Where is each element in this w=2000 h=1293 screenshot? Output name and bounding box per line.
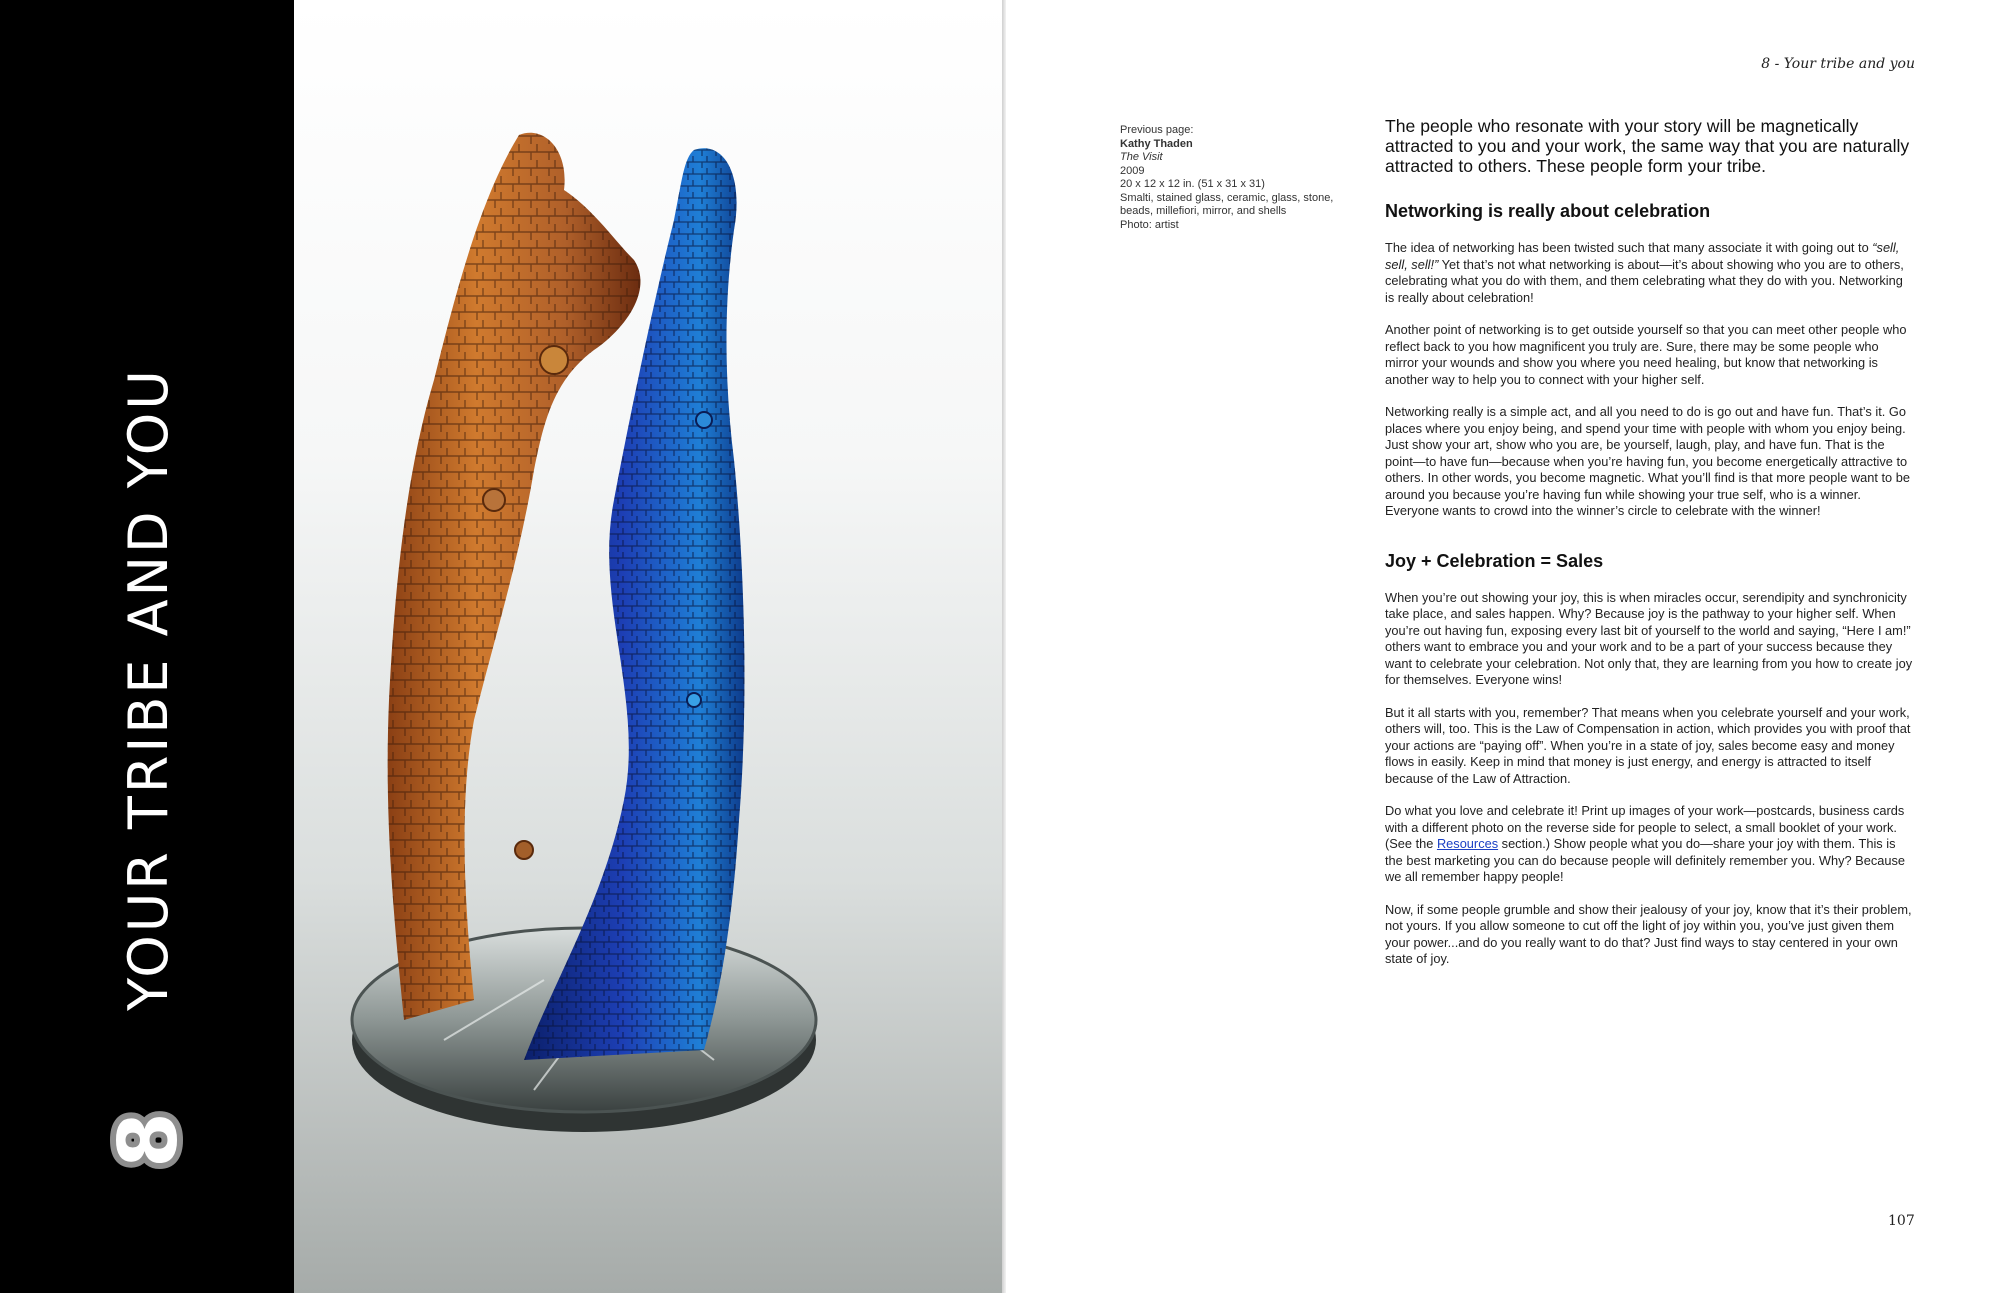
chapter-band	[0, 0, 294, 1293]
caption-credit: Photo: artist	[1120, 218, 1179, 231]
body-paragraph: When you’re out showing your joy, this is when miracles occur, serendipity and synchronicity take place, and sales happen. Why? Because joy is the pathway to your higher self. When you’re out having fun, exposing every last bit of yourself to the world and saying, “Here I am!” others want to embrace you and your work and to be a part of your success because they want to celebrate your celebration. Not only that, they are learning from you how to create joy for themselves. Everyone wins!	[1385, 589, 1913, 687]
photo-caption	[1120, 124, 1370, 232]
caption-materials: Smalti, stained glass, ceramic, glass, stone,	[1120, 191, 1334, 204]
section-heading-joy-sales: Joy + Celebration = Sales	[1385, 550, 1604, 571]
body-paragraph: Another point of networking is to get outside yourself so that you can meet other people who reflect back to you how magnificent you truly are. Sure, there may be some people who mirror your wounds and show you where you need healing, but know that networking is another way to help you to connect with your higher self.	[1385, 322, 1907, 387]
page-number: 107	[1888, 1213, 1915, 1229]
body-paragraph: Networking really is a simple act, and all you need to do is go out and have fun. That’s it. Go places where you enjoy being, and spend your time with people with whom you enjoy being. Just show your art, show who you are, be yourself, laugh, play, and have fun. That is the point—to have fun—because when you’re having fun, you become energetically attractive to others. In other words, you become magnetic. What you’ll find is that more people want to be around you because you’re having fun while showing your true self, who is a winner. Everyone wants to crowd into the winner’s circle to celebrate with the winner!	[1385, 404, 1910, 518]
caption-dimensions: 20 x 12 x 12 in. (51 x 31 x 31)	[1120, 178, 1265, 190]
emphasis-text: “sell, sell, sell!”	[1385, 240, 1900, 272]
intro-paragraph: The people who resonate with your story will be magnetically attracted to you and your work, the same way that you are naturally attracted to others. These people form your tribe.	[1385, 116, 1910, 176]
caption-title: The Visit	[1120, 151, 1163, 163]
caption-lead: Previous page:	[1120, 124, 1194, 136]
running-header: 8 - Your tribe and you	[1761, 56, 1915, 72]
body-paragraph: The idea of networking has been twisted such that many associate it with going out to “sell, sell, sell!” Yet that’s not what networking is about—it’s about showing who you are to others, celebrating what you do with them, and them celebrating what they do with you. Networking is really about celebration!	[1385, 240, 1904, 305]
caption-year: 2009	[1120, 164, 1145, 177]
chapter-title: YOUR TRIBE AND YOU	[117, 367, 180, 1011]
main-text-column	[1385, 116, 1915, 984]
resources-link[interactable]: Resources	[1436, 836, 1499, 851]
body-paragraph: But it all starts with you, remember? That means when you celebrate yourself and your work, others will, too. This is the Law of Compensation in action, which provides you with proof that your actions are “paying off”. When you’re in a state of joy, sales become easy and money flows in easily. Keep in mind that money is just energy, and energy is attracted to itself because of the Law of Attraction.	[1385, 704, 1911, 786]
page-gutter	[1002, 0, 1006, 1293]
caption-artist: Kathy Thaden	[1120, 137, 1193, 150]
sculpture-photo	[294, 0, 1002, 1293]
section-heading-networking: Networking is really about celebration	[1385, 201, 1711, 221]
caption-materials-cont: beads, millefiori, mirror, and shells	[1120, 205, 1287, 217]
mosaic-sculpture-image	[294, 0, 1002, 1293]
chapter-number: 8	[102, 1112, 195, 1168]
body-paragraph: Do what you love and celebrate it! Print up images of your work—postcards, business cards with a different photo on the reverse side for people to select, a small booklet of your work. (See the Resources section.) Show people what you do—share your joy with them. This is the best marketing you can do because people will definitely remember you. Why? Because we all remember happy people!	[1385, 803, 1905, 884]
body-paragraph: Now, if some people grumble and show their jealousy of your joy, know that it’s their problem, not yours. If you allow someone to cut off the light of joy within you, you’ve just given them your power...and do you really want to do that? Just find ways to stay centered in your own state of joy.	[1385, 901, 1912, 966]
